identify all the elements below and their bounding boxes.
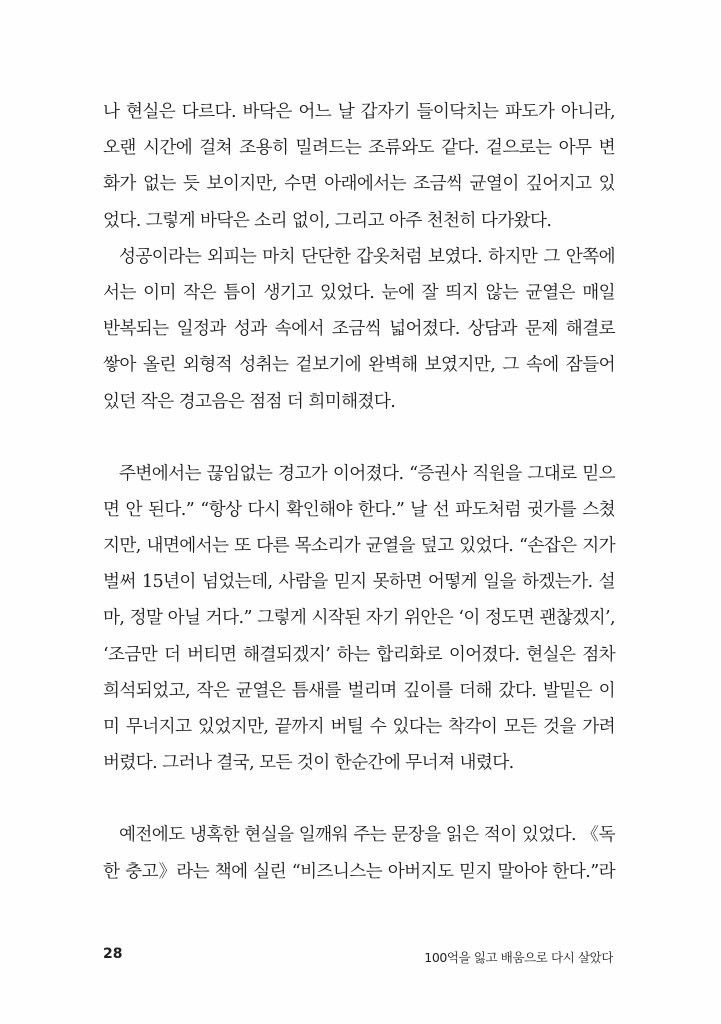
text-line: 반복되는 일정과 성과 속에서 조금씩 넓어졌다. 상담과 문제 해결로 xyxy=(103,319,615,340)
paragraph xyxy=(103,456,615,782)
text-line: 벌써 15년이 넘었는데, 사람을 믿지 못하면 어떻게 일을 하겠는가. 설 xyxy=(103,572,615,593)
text-line: 성공이라는 외피는 마치 단단한 갑옷처럼 보였다. 하지만 그 안쪽에 xyxy=(119,246,615,267)
text-line: 오랜 시간에 걸쳐 조용히 밀려드는 조류와도 같다. 겉으로는 아무 변 xyxy=(103,138,615,159)
paragraph xyxy=(103,817,615,889)
text-line: 지만, 내면에서는 또 다른 목소리가 균열을 덮고 있었다. “손잡은 지가 xyxy=(103,536,615,557)
text-line: 버렸다. 그러나 결국, 모든 것이 한순간에 무너져 내렸다. xyxy=(103,753,514,774)
page-number: 28 xyxy=(103,946,123,962)
text-line: 나 현실은 다르다. 바닥은 어느 날 갑자기 들이닥치는 파도가 아니라, xyxy=(103,102,615,122)
running-title: 100억을 잃고 배움으로 다시 살았다 xyxy=(424,950,613,965)
paragraph xyxy=(103,239,615,420)
text-line: 미 무너지고 있었지만, 끝까지 버틸 수 있다는 착각이 모든 것을 가려 xyxy=(103,717,615,737)
body-text xyxy=(103,94,615,890)
paragraph-gap xyxy=(103,781,615,817)
text-line: 면 안 된다.” “항상 다시 확인해야 한다.” 날 선 파도처럼 귓가를 스쳤 xyxy=(103,499,615,520)
text-line: 한 충고》라는 책에 실린 “비즈니스는 아버지도 믿지 말아야 한다.”라 xyxy=(103,861,615,882)
paragraph-gap xyxy=(103,420,615,456)
text-line: 쌓아 올린 외형적 성취는 겉보기에 완벽해 보였지만, 그 속에 잠들어 xyxy=(103,355,615,376)
text-line: 화가 없는 듯 보이지만, 수면 아래에서는 조금씩 균열이 깊어지고 있 xyxy=(103,174,615,195)
text-line: 었다. 그렇게 바닥은 소리 없이, 그리고 아주 천천히 다가왔다. xyxy=(103,210,552,231)
text-line: 예전에도 냉혹한 현실을 일깨워 주는 문장을 읽은 적이 있었다. 《독 xyxy=(119,825,615,846)
paragraph xyxy=(103,94,615,239)
text-line: 서는 이미 작은 틈이 생기고 있었다. 눈에 잘 띄지 않는 균열은 매일 xyxy=(103,282,615,303)
page-footer xyxy=(103,944,613,968)
text-line: 있던 작은 경고음은 점점 더 희미해졌다. xyxy=(103,391,396,412)
text-line: 희석되었고, 작은 균열은 틈새를 벌리며 깊이를 더해 갔다. 발밑은 이 xyxy=(103,680,615,701)
text-line: 마, 정말 아닐 거다.” 그렇게 시작된 자기 위안은 ‘이 정도면 괜찮겠지’, xyxy=(103,608,615,629)
text-line: 주변에서는 끊임없는 경고가 이어졌다. “증권사 직원을 그대로 믿으 xyxy=(119,463,615,484)
text-line: ‘조금만 더 버티면 해결되겠지’ 하는 합리화로 이어졌다. 현실은 점차 xyxy=(103,644,615,665)
